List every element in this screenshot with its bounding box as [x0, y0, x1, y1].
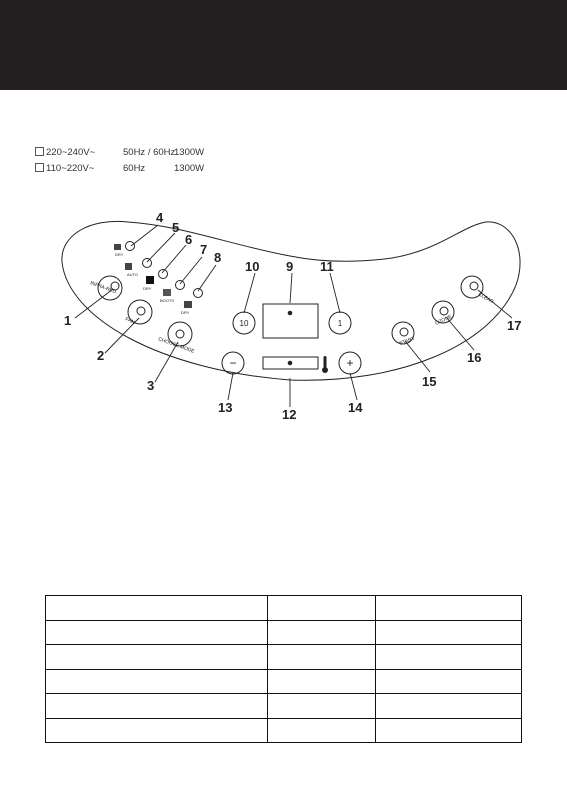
svg-text:DRY: DRY: [143, 286, 152, 291]
table-row: [46, 620, 522, 645]
callout-8: 8: [214, 250, 222, 265]
callout-16: 16: [467, 350, 482, 365]
time-display: [263, 304, 318, 338]
callout-11: 11: [320, 259, 334, 274]
callout-17: 17: [507, 318, 522, 333]
callout-7: 7: [200, 242, 208, 257]
svg-text:DRY: DRY: [115, 252, 124, 257]
frequency-value: 50Hz / 60Hz: [123, 147, 176, 158]
thermometer-icon: [322, 356, 328, 373]
table-row: [46, 694, 522, 719]
callout-13: 13: [218, 400, 233, 415]
svg-text:CLEAR: CLEAR: [477, 291, 495, 306]
start-button[interactable]: [392, 322, 416, 347]
infrared-button[interactable]: [89, 276, 122, 300]
table-row: [46, 718, 522, 743]
callout-9: 9: [286, 259, 294, 274]
callout-14: 14: [348, 400, 363, 415]
table-row: [46, 596, 522, 621]
svg-text:+: +: [346, 356, 354, 370]
svg-text:START: START: [398, 335, 416, 347]
table-row: [46, 645, 522, 670]
time-right-button[interactable]: [329, 312, 351, 334]
svg-text:INFRA-RED: INFRA-RED: [89, 280, 117, 296]
voltage-value: 110~220V~: [46, 163, 95, 174]
time-left-button[interactable]: [233, 312, 255, 334]
power-value: 1300W: [174, 147, 205, 158]
callout-6: 6: [185, 232, 193, 247]
choose-mode-button[interactable]: [157, 322, 195, 355]
empty-spec-table: [45, 595, 522, 743]
fan-button[interactable]: [124, 300, 152, 326]
panel-outline: [62, 221, 520, 380]
callout-4: 4: [156, 210, 164, 225]
svg-text:BOOTS: BOOTS: [160, 298, 175, 303]
callout-2: 2: [97, 348, 105, 363]
callout-1: 1: [64, 313, 72, 328]
plus-button[interactable]: [339, 352, 361, 374]
control-panel-diagram: [0, 200, 567, 430]
svg-text:DRY: DRY: [181, 310, 190, 315]
svg-text:AUTO: AUTO: [127, 272, 139, 277]
mode-icon-group: [114, 242, 203, 316]
callout-12: 12: [282, 407, 297, 422]
svg-text:FAN: FAN: [124, 316, 136, 326]
callout-3: 3: [147, 378, 155, 393]
svg-text:10: 10: [239, 319, 249, 328]
checkbox-icon: [35, 163, 44, 172]
voltage-option-2: [35, 163, 205, 174]
svg-text:−: −: [229, 356, 237, 370]
header-bar: [0, 0, 567, 90]
frequency-value: 60Hz: [123, 163, 146, 174]
svg-text:1: 1: [337, 319, 343, 328]
svg-text:OZONE: OZONE: [434, 313, 453, 327]
voltage-option-1: [35, 147, 205, 158]
callout-10: 10: [245, 259, 260, 274]
voltage-value: 220~240V~: [46, 147, 96, 158]
callout-15: 15: [422, 374, 437, 389]
callout-5: 5: [172, 220, 180, 235]
minus-button[interactable]: [222, 352, 244, 374]
clear-button[interactable]: [461, 276, 495, 305]
checkbox-icon: [35, 147, 44, 156]
svg-text:CHOOSE MODE: CHOOSE MODE: [157, 336, 196, 355]
table-row: [46, 669, 522, 694]
power-value: 1300W: [174, 163, 205, 174]
